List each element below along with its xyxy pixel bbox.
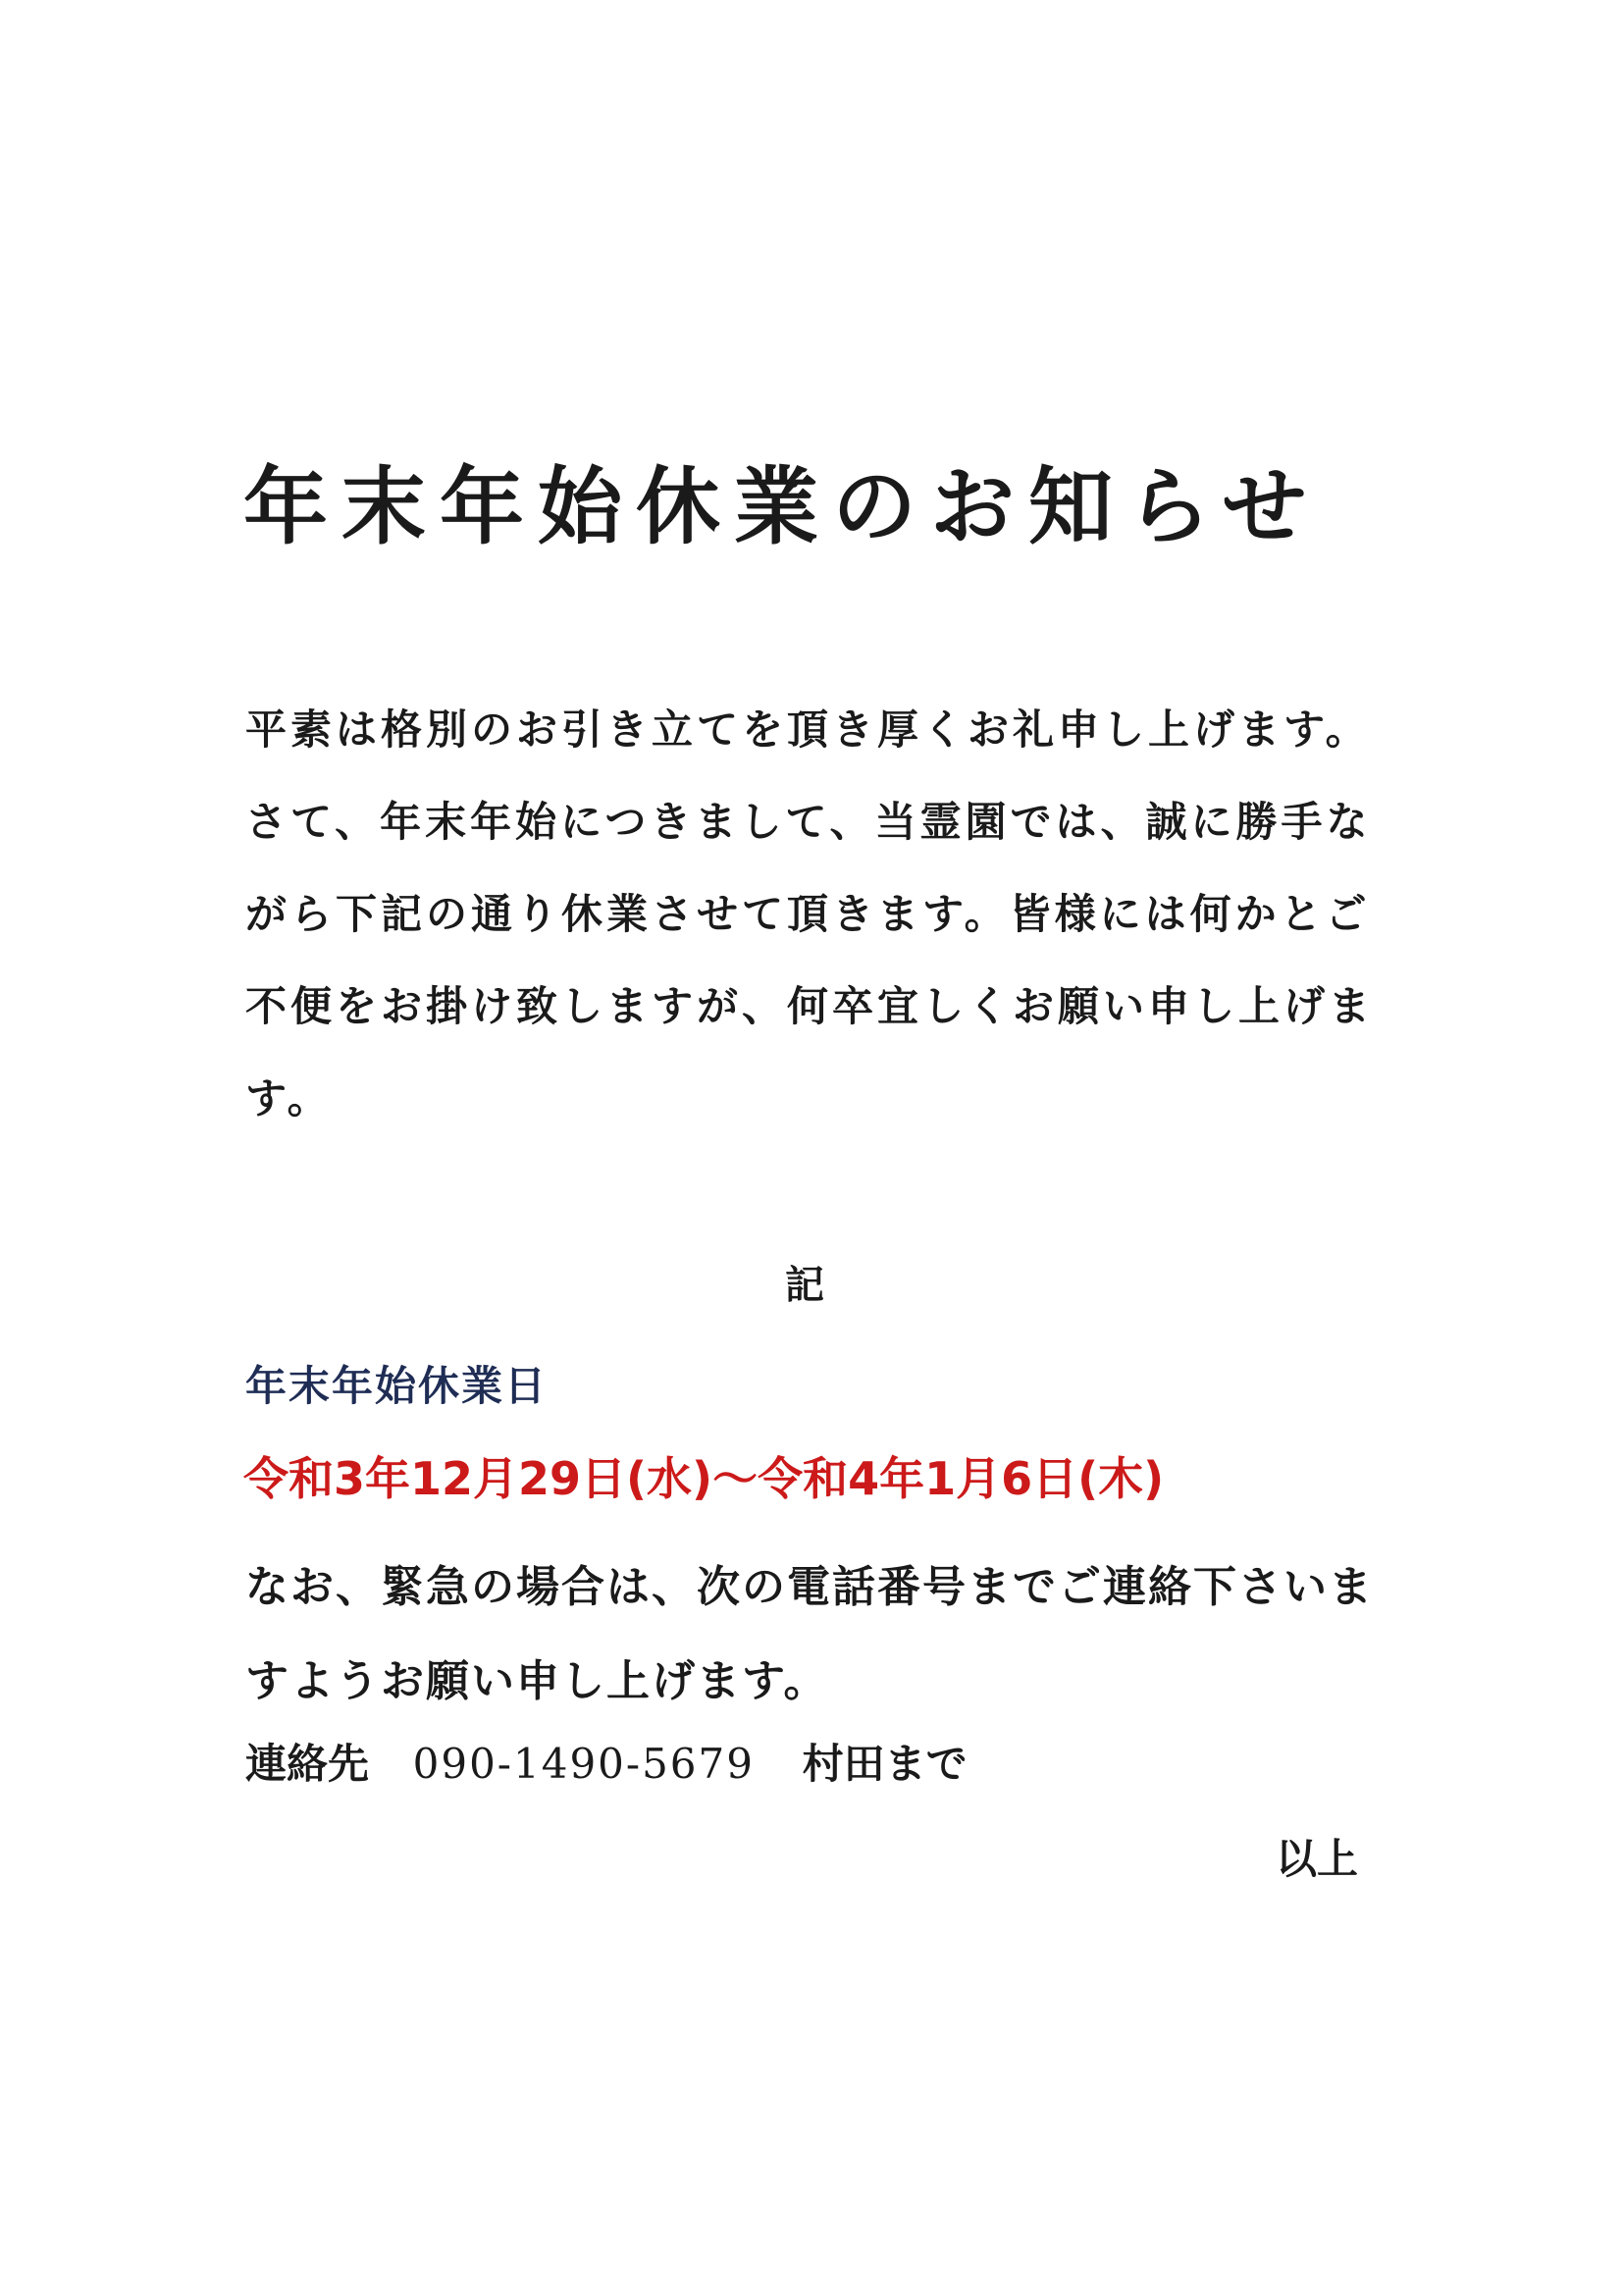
contact-phone: 090-1490-5679 <box>412 1740 755 1788</box>
holiday-label: 年末年始休業日 <box>245 1362 549 1410</box>
emergency-line: すようお願い申し上げます。 <box>245 1656 829 1706</box>
contact-label: 連絡先 <box>245 1740 370 1788</box>
body-line: さて、年末年始につきまして、当霊園では、誠に勝手な <box>245 798 1372 846</box>
body-line: 平素は格別のお引き立てを頂き厚くお礼申し上げます。 <box>245 705 1371 754</box>
emergency-line: なお、緊急の場合は、次の電話番号までご連絡下さいま <box>245 1562 1374 1612</box>
closing-text: 以上 <box>1276 1835 1359 1883</box>
ki-heading: 記 <box>785 1262 824 1308</box>
emergency-note <box>245 1540 1384 1729</box>
body-line: 不便をお掛け致しますが、何卒宜しくお願い申し上げま <box>245 982 1375 1030</box>
contact-line <box>245 1725 968 1803</box>
body-line: がら下記の通り休業させて頂きます。皆様には何かとご <box>245 890 1371 938</box>
body-line: す。 <box>245 1074 333 1122</box>
notice-body <box>245 684 1384 1145</box>
holiday-dates: 令和3年12月29日(水)～令和4年1月6日(木) <box>243 1452 1165 1505</box>
page-title: 年末年始休業のお知らせ <box>243 457 1321 556</box>
contact-person: 村田まで <box>802 1740 968 1788</box>
